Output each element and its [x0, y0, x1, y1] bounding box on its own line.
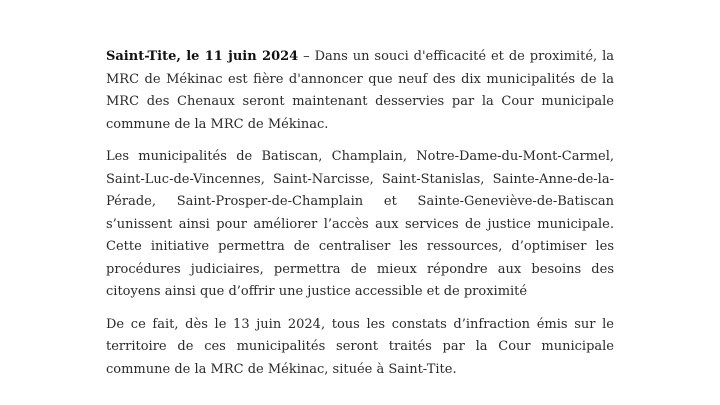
- paragraph-municipalities: Les municipalités de Batiscan, Champlain, Notre-Dame-du-Mont-Carmel, Saint-Luc-de-Vincennes, Saint-Narcisse, Saint-Stanislas, Sainte-Anne-de-la-Pérade, Saint-Prosper-de-Champlain et Sainte-Geneviève-de-Batiscan s’unissent ainsi pour améliorer l’accès aux services de justice municipale. Cette initiative permettra de centraliser les ressources, d’optimiser les procédures judiciaires, permettra de mieux répondre aux besoins des citoyens ainsi que d’offrir une justice accessible et de proximité: [106, 149, 614, 299]
- paragraph-announcement: [106, 46, 614, 136]
- press-release-body: [106, 46, 614, 391]
- announcement-text: – Dans un souci d'efficacité et de proximité, la MRC de Mékinac est fière d'annoncer que neuf des dix municipalités de la MRC des Chenaux seront maintenant desservies par la Cour municipale commune de la MRC de Mékinac.: [106, 49, 615, 132]
- paragraph-effective-date: De ce fait, dès le 13 juin 2024, tous les constats d’infraction émis sur le territoire de ces municipalités seront traités par la Cour municipale commune de la MRC de Mékinac, située à Saint-Tite.: [106, 316, 614, 377]
- dateline: Saint-Tite, le 11 juin 2024: [106, 49, 299, 64]
